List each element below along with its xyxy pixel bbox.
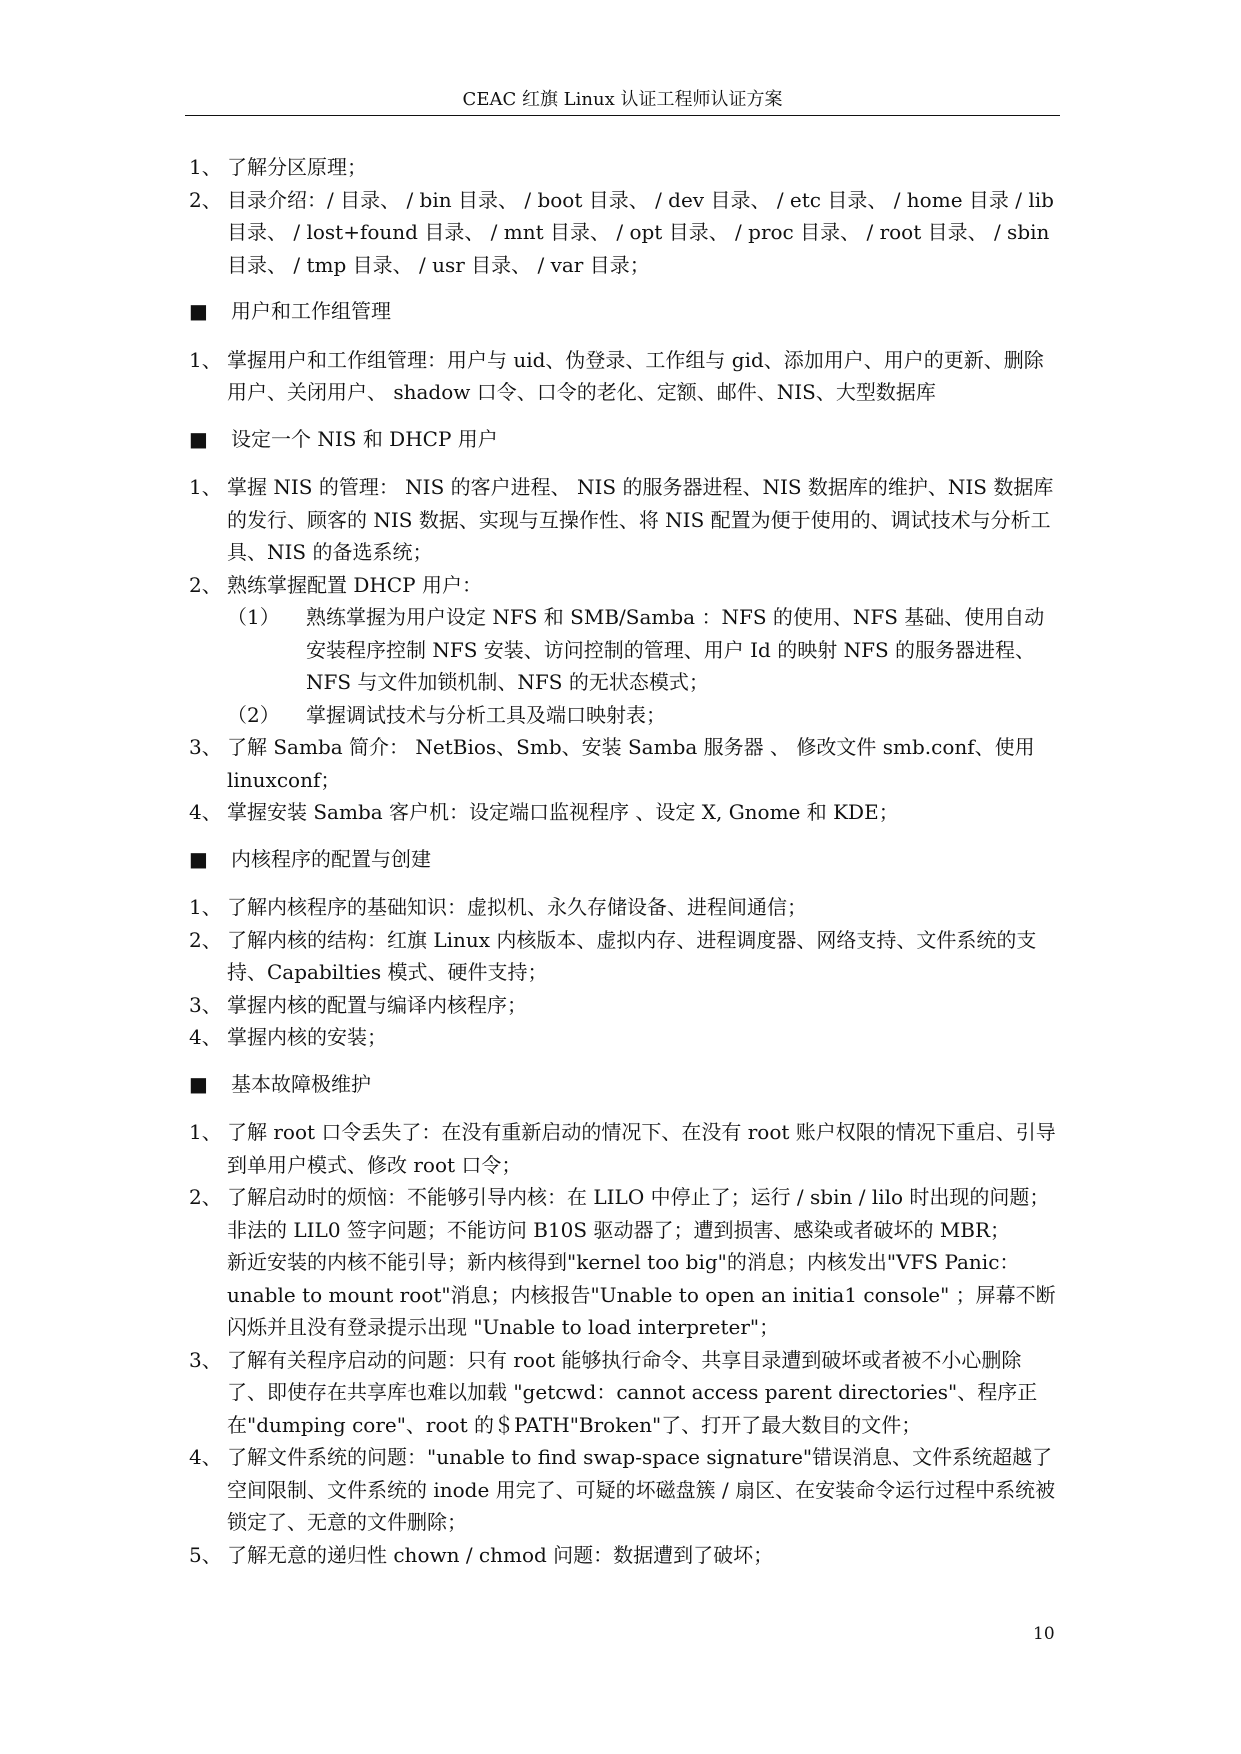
item-number: 1、: [189, 347, 222, 372]
sub-item-number: （2）: [227, 702, 280, 727]
list-item: [185, 1181, 1060, 1344]
document-body: [185, 151, 1060, 1571]
sub-item-text: 熟练掌握为用户设定 NFS 和 SMB/Samba ：NFS 的使用、NFS 基础、使用自动安装程序控制 NFS 安装、访问控制的管理、用户 Id 的映射 NFS 的服务器进程、NFS 与文件加锁机制、NFS 的无状态模式；: [306, 605, 1045, 694]
item-number: 2、: [189, 572, 222, 597]
item-number: 3、: [189, 1347, 222, 1372]
item-text: 了解内核的结构：红旗 Linux 内核版本、虚拟内存、进程调度器、网络支持、文件系统的支持、Capabilties 模式、硬件支持；: [227, 927, 1037, 984]
list-item: [185, 731, 1060, 796]
list-item: [185, 989, 1060, 1022]
list-item: [185, 924, 1060, 989]
item-text: 掌握 NIS 的管理： NIS 的客户进程、 NIS 的服务器进程、NIS 数据库的维护、NIS 数据库的发行、顾客的 NIS 数据、实现与互操作性、将 NIS 配置为便于使用的、调试技术与分析工具、NIS 的备选系统；: [227, 475, 1054, 564]
item-text: 了解 root 口令丢失了：在没有重新启动的情况下、在没有 root 账户权限的情况下重启、引导到单用户模式、修改 root 口令；: [227, 1120, 1056, 1177]
item-number: 2、: [189, 187, 222, 212]
list-item: [185, 344, 1060, 409]
item-number: 5、: [189, 1542, 222, 1567]
list-item: [185, 1539, 1060, 1572]
sub-list-item: [185, 601, 1060, 699]
item-text: 了解有关程序启动的问题：只有 root 能够执行命令、共享目录遭到破坏或者被不小心删除了、即使存在共享库也难以加载 "getcwd：cannot access parent directories"、程序正在"dumping core"、root 的＄PATH"Broken"了、打开了最大数目的文件；: [227, 1347, 1038, 1437]
list-item: [185, 1344, 1060, 1442]
list-item: [185, 569, 1060, 602]
list-item: [185, 471, 1060, 569]
item-text: 掌握安装 Samba 客户机：设定端口监视程序 、设定 X, Gnome 和 KDE；: [227, 800, 899, 824]
item-number: 1、: [189, 895, 222, 919]
section-heading: [185, 423, 1060, 456]
item-number: 3、: [189, 992, 222, 1017]
item-number: 4、: [189, 1445, 222, 1469]
section-heading: [185, 295, 1060, 328]
section-heading: [185, 1068, 1060, 1101]
item-text: 了解 Samba 简介： NetBios、Smb、安装 Samba 服务器 、 修改文件 smb.conf、使用 linuxconf；: [227, 735, 1035, 792]
item-number: 4、: [189, 1025, 222, 1049]
item-text: 掌握用户和工作组管理：用户与 uid、伪登录、工作组与 gid、添加用户、用户的更新、删除用户、关闭用户、 shadow 口令、口令的老化、定额、邮件、NIS、大型数据库: [227, 347, 1044, 404]
page-number: 10: [1033, 1624, 1055, 1644]
section-heading-text: 用户和工作组管理: [231, 299, 391, 323]
item-text: 了解文件系统的问题："unable to find swap-space signature"错误消息、文件系统超越了空间限制、文件系统的 inode 用完了、可疑的坏磁盘簇 / 扇区、在安装命令运行过程中系统被锁定了、无意的文件删除；: [227, 1445, 1056, 1534]
section-heading: [185, 843, 1060, 876]
item-text: 了解无意的递归性 chown / chmod 问题：数据遭到了破坏；: [227, 1542, 774, 1567]
list-item: [185, 1116, 1060, 1181]
item-text: 了解分区原理；: [227, 155, 367, 179]
section-heading-text: 设定一个 NIS 和 DHCP 用户: [231, 426, 498, 451]
item-text: 了解启动时的烦恼：不能够引导内核：在 LILO 中停止了；运行 / sbin / lilo 时出现的问题；非法的 LIL0 签字问题；不能访问 B10S 驱动器了；遭到损害、感染或者破坏的 MBR； 新近安装的内核不能引导；新内核得到"kernel too big"的消息；内核发出"VFS Panic：unable to mount root"消息；内核报告"Unable to open an initia1 console" ；屏幕不断闪烁并且没有登录提示出现 "Unable to load interpreter"；: [227, 1185, 1061, 1339]
sub-list-item: [185, 699, 1060, 732]
item-number: 3、: [189, 735, 222, 759]
item-text: 熟练掌握配置 DHCP 用户：: [227, 572, 482, 597]
square-bullet-icon: ■: [189, 299, 208, 323]
square-bullet-icon: ■: [189, 1071, 208, 1096]
item-text: 目录介绍：/ 目录、 / bin 目录、 / boot 目录、 / dev 目录、 / etc 目录、 / home 目录 / lib 目录、 / lost+found 目录、 / mnt 目录、 / opt 目录、 / proc 目录、 / root 目录、 / sbin 目录、 / tmp 目录、 / usr 目录、 / var 目录；: [227, 187, 1054, 277]
sub-item-text: 掌握调试技术与分析工具及端口映射表；: [306, 702, 666, 727]
header-rule: [185, 115, 1060, 116]
list-item: [185, 1441, 1060, 1539]
item-number: 1、: [189, 155, 222, 179]
sub-item-number: （1）: [227, 605, 280, 629]
list-item: [185, 796, 1060, 829]
section-heading-text: 基本故障极维护: [231, 1071, 371, 1096]
square-bullet-icon: ■: [189, 426, 208, 451]
item-number: 1、: [189, 475, 222, 499]
list-item: [185, 151, 1060, 184]
item-text: 了解内核程序的基础知识：虚拟机、永久存储设备、进程间通信；: [227, 895, 807, 919]
list-item: [185, 184, 1060, 282]
item-text: 掌握内核的配置与编译内核程序；: [227, 992, 527, 1017]
section-heading-text: 内核程序的配置与创建: [231, 846, 431, 871]
page-header: CEAC 红旗 Linux 认证工程师认证方案: [462, 89, 783, 110]
item-number: 4、: [189, 800, 222, 824]
list-item: [185, 891, 1060, 924]
square-bullet-icon: ■: [189, 846, 208, 871]
list-item: [185, 1021, 1060, 1054]
item-number: 2、: [189, 1185, 222, 1209]
item-text: 掌握内核的安装；: [227, 1025, 387, 1049]
item-number: 1、: [189, 1120, 222, 1144]
item-number: 2、: [189, 927, 222, 952]
